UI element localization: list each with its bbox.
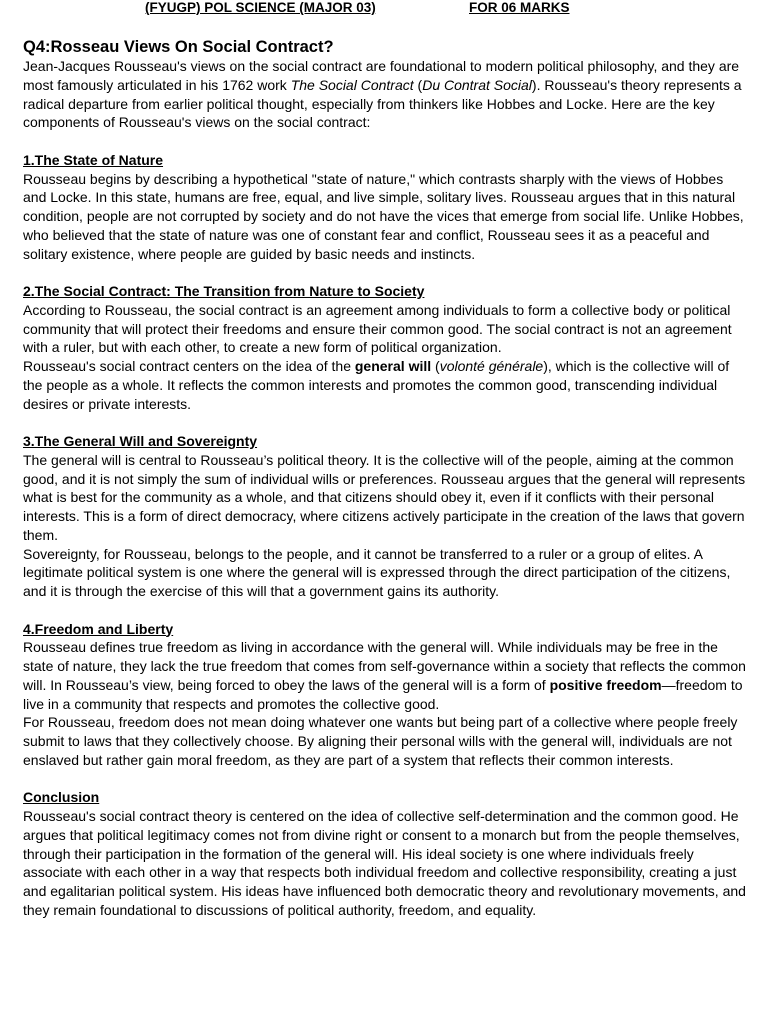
spacer	[23, 601, 747, 620]
section-heading-social-contract: 2.The Social Contract: The Transition from Nature to Society	[23, 283, 425, 299]
section-heading-state-of-nature: 1.The State of Nature	[23, 151, 164, 168]
section-paragraph: According to Rousseau, the social contract is an agreement among individuals to form a collective body or political community that will protect their freedoms and ensure their common good. The social contract is not an agreement with a ruler, but with each other, to create a new form of political organization.	[23, 301, 732, 356]
intro-text-2: (	[413, 76, 423, 93]
spacer	[23, 263, 747, 282]
bold-term-general-will: general will	[354, 358, 432, 374]
section-paragraph: The general will is central to Rousseau’s political theory. It is the collective will of the people, aiming at the common good, and it is not simply the sum of individual wills or preferences. Rousseau argues that the general will represents what is best for the community as a whole, and that citizens should obey it, even if it conflicts with their personal interests. This is a form of direct democracy, where citizens actively participate in the creation of the laws that govern them.	[23, 451, 746, 543]
section-paragraph	[23, 638, 747, 713]
bold-term-positive-freedom: positive freedom	[549, 676, 662, 693]
text-run: Rousseau defines true freedom as living in accordance with the general will. While individuals may be free in the state of nature, they lack the true freedom that comes from self-governance within a society that reflects the common will. In Rousseau’s view, being forced to obey the laws of the general will is a form of	[23, 639, 746, 693]
section-heading-freedom: 4.Freedom and Liberty	[23, 620, 174, 637]
text-run: ), which is the collective will of the people as a whole. It reflects the common interests and promotes the common good, transcending individual desires or private interests.	[23, 358, 730, 412]
intro-paragraph	[23, 57, 747, 132]
text-run: (	[431, 358, 440, 374]
course-code: (FYUGP) POL SCIENCE (MAJOR 03)	[145, 0, 376, 15]
intro-book-title-french: Du Contrat Social	[422, 76, 532, 93]
section-heading-conclusion: Conclusion	[23, 789, 100, 806]
spacer	[23, 132, 747, 151]
page-header	[0, 0, 768, 18]
section-heading-general-will: 3.The General Will and Sovereignty	[23, 433, 258, 449]
marks-label: FOR 06 MARKS	[469, 0, 570, 15]
intro-text-3: ). Rousseau's theory represents a radical departure from earlier political thought, especially from thinkers like Hobbes and Locke. Here are the key components of Rousseau's views on the social contract:	[23, 76, 742, 131]
italic-term-volonte-generale: volonté générale	[439, 358, 544, 374]
intro-text-1: Jean-Jacques Rousseau's views on the social contract are foundational to modern political philosophy, and they are most famously articulated in his 1762 work	[23, 58, 740, 93]
section-paragraph: Rousseau begins by describing a hypothetical "state of nature," which contrasts sharply with the views of Hobbes and Locke. In this state, humans are free, equal, and live simple, solitary lives. Rousseau argues that in this natural condition, people are not corrupted by society and do not have the vices that emerge from social life. Unlike Hobbes, who believed that the state of nature was one of constant fear and conflict, Rousseau sees it as a peaceful and solitary existence, where people are guided by basic needs and instincts.	[23, 170, 744, 262]
section-paragraph: Sovereignty, for Rousseau, belongs to the people, and it cannot be transferred to a ruler or a group of elites. A legitimate political system is one where the general will is expressed through the direct participation of the citizens, and it is through the exercise of this will that a government gains its authority.	[23, 545, 731, 599]
question-title: Q4:Rosseau Views On Social Contract?	[23, 38, 334, 56]
section-paragraph	[23, 357, 747, 413]
spacer	[23, 770, 747, 789]
text-run: Rousseau's social contract centers on the idea of the	[23, 358, 355, 374]
section-paragraph: Rousseau's social contract theory is centered on the idea of collective self-determination and the common good. He argues that political legitimacy comes not from divine right or consent to a monarch but from the people themselves, through their participation in the formation of the general will. His ideal society is one where individuals freely associate with each other in a way that respects both individual freedom and collective responsibility, creating a just and egalitarian political system. His ideas have influenced both democratic theory and revolutionary movements, and they remain foundational to discussions of political authority, freedom, and equality.	[23, 808, 746, 918]
text-run: —freedom to live in a community that respects and promotes the collective good.	[23, 676, 743, 712]
section-paragraph: For Rousseau, freedom does not mean doing whatever one wants but being part of a collective where people freely submit to laws that they collectively choose. By aligning their personal wills with the general will, individuals are not enslaved but rather gain moral freedom, as they are part of a system that reflects their common interests.	[23, 714, 738, 768]
spacer	[23, 413, 747, 432]
intro-book-title: The Social Contract	[290, 76, 414, 93]
document-body	[23, 37, 747, 920]
